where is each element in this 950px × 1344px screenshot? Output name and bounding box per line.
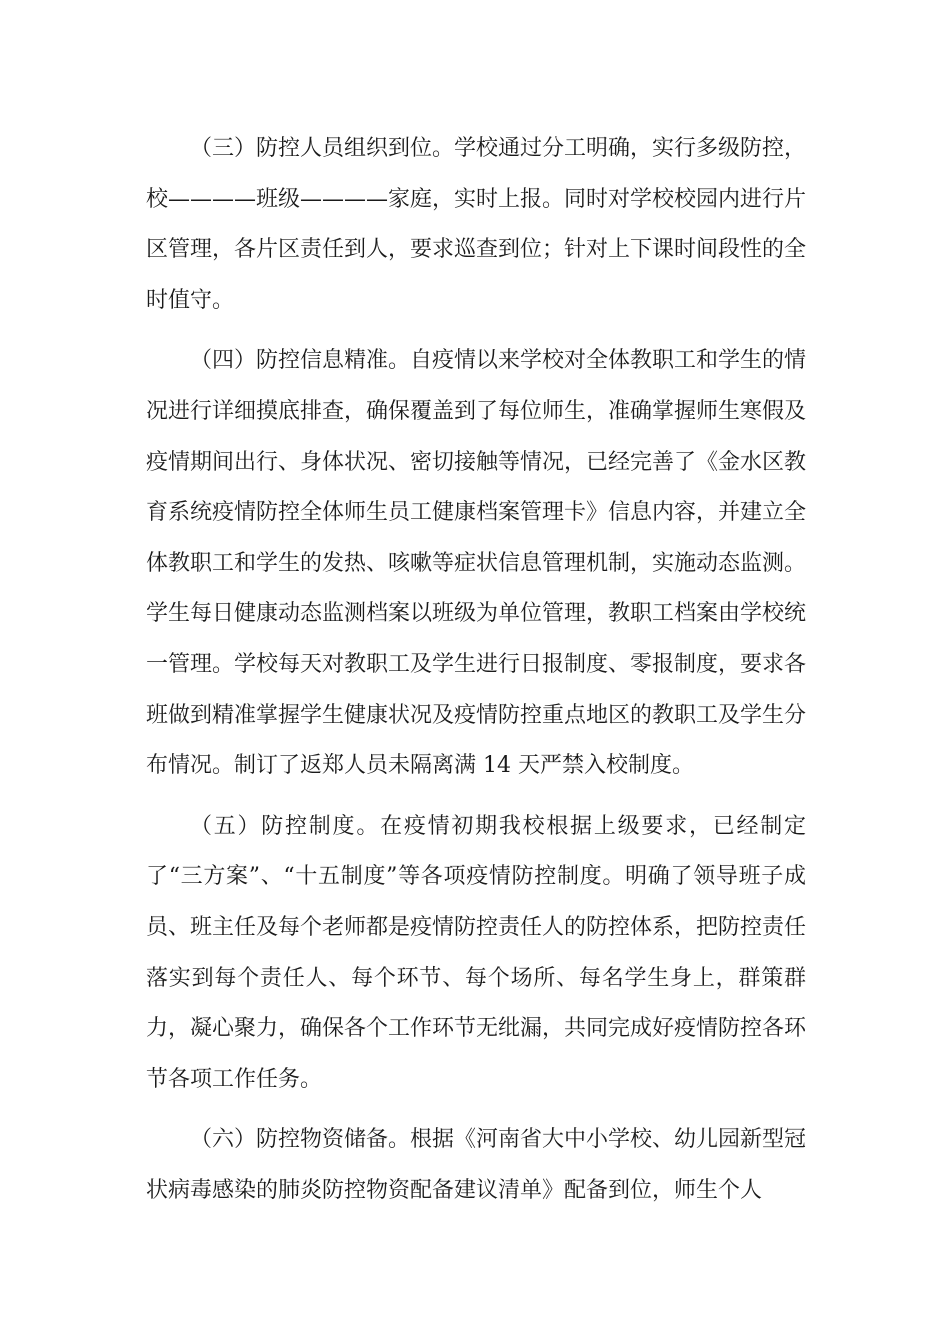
paragraph-5-control-system: （五）防控制度。在疫情初期我校根据上级要求，已经制定了“三方案”、“十五制度”等各项疫情防控制度。明确了领导班子成员、班主任及每个老师都是疫情防控责任人的防控体系，把防控责任落实到每个责任人、每个环节、每个场所、每名学生身上，群策群力，凝心聚力，确保各个工作环节无纰漏，共同完成好疫情防控各环节各项工作任务。 (146, 813, 807, 1092)
document-body (146, 124, 806, 1226)
paragraph-3-staff-organization: （三）防控人员组织到位。学校通过分工明确，实行多级防控，校————班级————家庭，实时上报。同时对学校校园内进行片区管理，各片区责任到人，要求巡查到位；针对上下课时间段性的全时值守。 (146, 136, 807, 313)
paragraph-4-information-accuracy: （四）防控信息精准。自疫情以来学校对全体教职工和学生的情况进行详细摸底排查，确保覆盖到了每位师生，准确掌握师生寒假及疫情期间出行、身体状况、密切接触等情况，已经完善了《金水区教育系统疫情防控全体师生员工健康档案管理卡》信息内容，并建立全体教职工和学生的发热、咳嗽等症状信息管理机制，实施动态监测。学生每日健康动态监测档案以班级为单位管理，教职工档案由学校统一管理。学校每天对教职工及学生进行日报制度、零报制度，要求各班做到精准掌握学生健康状况及疫情防控重点地区的教职工及学生分布情况。制订了返郑人员未隔离满 14 天严禁入校制度。 (146, 348, 807, 779)
paragraph-6-material-reserve: （六）防控物资储备。根据《河南省大中小学校、幼儿园新型冠状病毒感染的肺炎防控物资配备建议清单》配备到位，师生个人 (146, 1127, 807, 1203)
